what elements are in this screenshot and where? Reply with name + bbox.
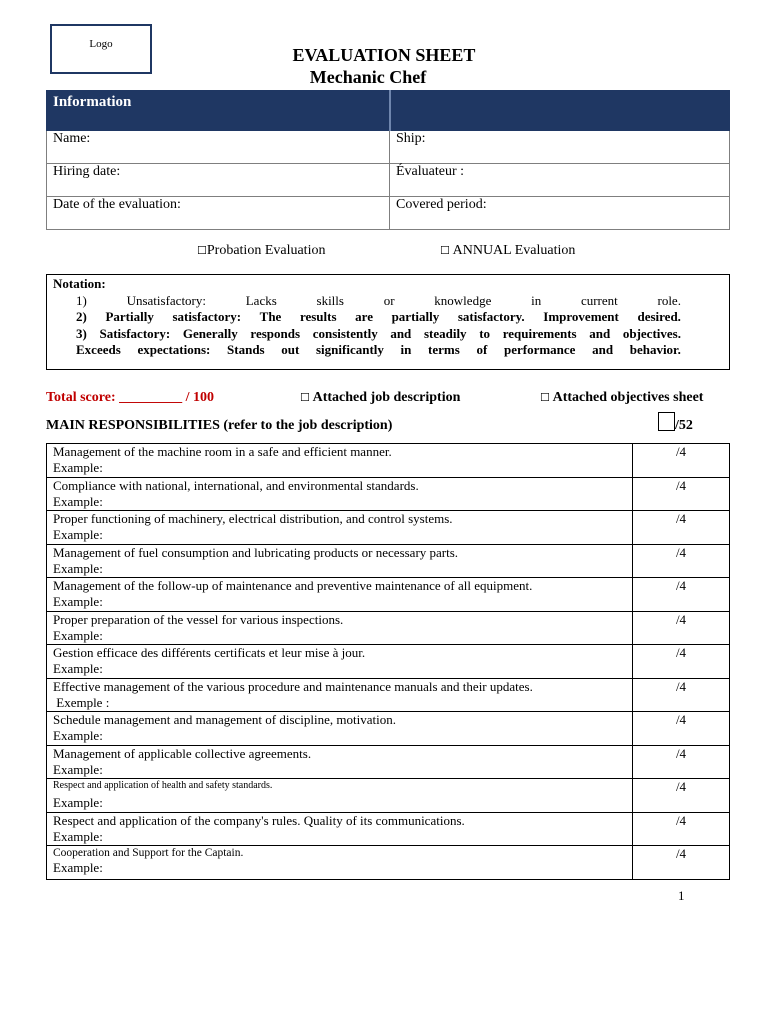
example-label: Example:	[53, 527, 103, 542]
notation-word: partially	[391, 309, 440, 324]
attached-job-description-label: Attached job description	[312, 390, 461, 405]
notation-word: out	[281, 342, 300, 357]
notation-word: Generally	[182, 325, 238, 341]
score-cell[interactable]: /4	[633, 812, 730, 846]
responsibilities-table	[46, 443, 730, 880]
notation-word: significantly	[315, 342, 384, 357]
responsibility-cell[interactable]	[47, 444, 633, 478]
responsibility-cell[interactable]	[47, 544, 633, 578]
responsibility-text: Management of fuel consumption and lubricating products or necessary parts.	[53, 544, 459, 560]
total-score-label[interactable]: Total score: _________ / 100	[46, 390, 214, 405]
example-label: Example:	[53, 560, 103, 576]
notation-word: are	[355, 309, 373, 324]
notation-word: satisfactory.	[457, 309, 525, 324]
notation-word: knowledge	[434, 292, 492, 308]
table-row	[47, 511, 730, 545]
table-row	[47, 846, 730, 880]
example-label: Example:	[53, 460, 103, 475]
notation-word: in	[400, 342, 412, 357]
responsibility-cell[interactable]	[47, 578, 633, 612]
notation-word: The	[259, 309, 282, 324]
main-total-text: /52	[675, 418, 693, 433]
hiring-date-field[interactable]: Hiring date:	[47, 164, 390, 197]
table-row	[47, 444, 730, 478]
score-cell[interactable]: /4	[633, 779, 730, 813]
responsibility-cell[interactable]	[47, 611, 633, 645]
notation-word: of	[476, 342, 488, 357]
example-label: Example:	[53, 728, 103, 743]
score-cell[interactable]: /4	[633, 511, 730, 545]
score-cell[interactable]: /4	[633, 444, 730, 478]
probation-evaluation-option[interactable]	[197, 243, 325, 259]
responsibility-cell[interactable]	[47, 712, 633, 746]
info-row	[47, 164, 730, 197]
score-cell[interactable]: /4	[633, 678, 730, 712]
notation-line-3	[53, 326, 723, 343]
notation-word: role.	[657, 292, 681, 308]
responsibility-cell[interactable]	[47, 477, 633, 511]
example-label: Example:	[53, 860, 103, 875]
responsibility-text: Proper preparation of the vessel for various inspections.	[53, 611, 344, 627]
responsibility-text: Compliance with national, international, and environmental standards.	[53, 477, 419, 493]
document-title	[0, 44, 768, 88]
notation-word: desired.	[637, 309, 681, 324]
subtitle-text: Mechanic Chef	[309, 67, 427, 87]
notation-word: Partially	[105, 309, 154, 324]
score-cell[interactable]: /4	[633, 712, 730, 746]
annual-evaluation-option[interactable]	[440, 243, 575, 259]
table-row	[47, 544, 730, 578]
information-table	[46, 90, 730, 230]
example-label: Example:	[53, 627, 103, 643]
notation-word: to	[479, 325, 491, 341]
score-cell[interactable]: /4	[633, 745, 730, 779]
notation-word: or	[383, 292, 395, 308]
notation-word: behavior.	[629, 342, 681, 357]
page-number: 1	[678, 888, 685, 903]
score-cell[interactable]: /4	[633, 611, 730, 645]
name-field[interactable]: Name:	[47, 131, 390, 164]
score-cell[interactable]: /4	[633, 578, 730, 612]
checkbox-icon[interactable]: ☐	[300, 391, 310, 404]
example-label: Example:	[53, 795, 103, 810]
notation-word: terms	[428, 342, 460, 357]
title-text: EVALUATION SHEET	[292, 45, 476, 65]
notation-word: steadily	[423, 325, 467, 341]
notation-word: and	[592, 342, 614, 357]
score-cell[interactable]: /4	[633, 645, 730, 679]
responsibility-text: Respect and application of health and safety standards.	[53, 780, 273, 791]
notation-line-2	[53, 309, 723, 326]
score-cell[interactable]: /4	[633, 544, 730, 578]
notation-word: Stands	[227, 342, 265, 357]
info-row	[47, 131, 730, 164]
info-row	[47, 197, 730, 230]
notation-word: consistently	[312, 325, 378, 341]
notation-word: current	[580, 292, 618, 308]
responsibility-text: Cooperation and Support for the Captain.	[53, 847, 244, 859]
logo-text: Logo	[89, 38, 113, 50]
notation-word: performance	[503, 342, 576, 357]
example-label: Example:	[53, 493, 103, 509]
notation-word: 3)	[76, 325, 87, 341]
score-cell[interactable]: /4	[633, 477, 730, 511]
notation-word: requirements	[502, 325, 577, 341]
checkbox-icon[interactable]: ☐	[197, 244, 207, 257]
responsibility-text: Management of the machine room in a safe and efficient manner.	[53, 444, 392, 459]
notation-word: and	[589, 325, 611, 341]
table-row	[47, 678, 730, 712]
responsibility-cell[interactable]	[47, 511, 633, 545]
responsibility-text: Management of applicable collective agreements.	[53, 745, 312, 761]
table-row	[47, 779, 730, 813]
information-header-row	[47, 91, 730, 131]
probation-evaluation-label: Probation Evaluation	[206, 243, 326, 258]
example-label: Example:	[53, 661, 103, 676]
checkbox-icon[interactable]: ☐	[440, 244, 450, 257]
responsibility-text: Proper functioning of machinery, electrical distribution, and control systems.	[53, 511, 453, 526]
responsibility-cell[interactable]	[47, 645, 633, 679]
notation-word: 1)	[76, 292, 87, 308]
notation-word: Satisfactory:	[99, 325, 171, 341]
evaluator-field[interactable]: Évaluateur :	[390, 164, 730, 197]
notation-box	[46, 274, 730, 370]
notation-word: expectations:	[137, 342, 211, 357]
responsibility-cell[interactable]	[47, 812, 633, 846]
notation-word: Lacks	[245, 292, 277, 308]
checkbox-icon[interactable]: ☐	[540, 391, 550, 404]
covered-period-field[interactable]: Covered period:	[390, 197, 730, 230]
table-row	[47, 745, 730, 779]
responsibility-text: Respect and application of the company's rules. Quality of its communications.	[53, 812, 465, 828]
notation-word: objectives.	[622, 325, 681, 341]
table-row	[47, 578, 730, 612]
notation-word: Improvement	[543, 309, 619, 324]
example-label: Example:	[53, 828, 103, 844]
example-label: Exemple :	[53, 694, 110, 710]
example-label: Example:	[53, 594, 103, 609]
responsibility-text: Schedule management and management of discipline, motivation.	[53, 712, 396, 727]
table-row	[47, 812, 730, 846]
notation-word: results	[299, 309, 337, 324]
score-box-icon[interactable]	[658, 412, 675, 431]
responsibility-text: Management of the follow-up of maintenance and preventive maintenance of all equipment.	[53, 578, 533, 593]
table-row	[47, 477, 730, 511]
responsibility-cell[interactable]	[47, 779, 633, 813]
example-label: Example:	[53, 761, 103, 777]
notation-line-1	[53, 293, 723, 310]
main-responsibilities-title: MAIN RESPONSIBILITIES (refer to the job description)	[46, 418, 393, 433]
notation-word: 2)	[76, 309, 87, 324]
score-cell[interactable]: /4	[633, 846, 730, 880]
notation-word: and	[390, 325, 412, 341]
information-header-right	[390, 91, 730, 131]
notation-word: in	[531, 292, 542, 308]
responsibility-cell[interactable]	[47, 846, 633, 880]
table-row	[47, 712, 730, 746]
table-row	[47, 645, 730, 679]
ship-field[interactable]: Ship:	[390, 131, 730, 164]
information-header: Information	[47, 91, 390, 131]
notation-word: Exceeds	[76, 342, 121, 357]
responsibility-text: Gestion efficace des différents certificats et leur mise à jour.	[53, 645, 366, 660]
annual-evaluation-label: ANNUAL Evaluation	[452, 243, 576, 258]
notation-word: responds	[250, 325, 301, 341]
main-responsibilities-total[interactable]	[658, 412, 693, 434]
responsibility-cell[interactable]	[47, 745, 633, 779]
notation-word: satisfactory:	[172, 309, 242, 324]
evaluation-date-field[interactable]: Date of the evaluation:	[47, 197, 390, 230]
table-row	[47, 611, 730, 645]
attached-job-description-option[interactable]	[300, 390, 460, 406]
attached-objectives-option[interactable]	[540, 390, 703, 406]
responsibility-cell[interactable]	[47, 678, 633, 712]
notation-heading: Notation:	[53, 276, 106, 291]
responsibility-text: Effective management of the various procedure and maintenance manuals and their updates.	[53, 678, 533, 694]
attached-objectives-label: Attached objectives sheet	[552, 390, 704, 405]
notation-word: skills	[316, 292, 344, 308]
notation-line-4	[53, 342, 723, 359]
notation-word: Unsatisfactory:	[126, 292, 206, 308]
